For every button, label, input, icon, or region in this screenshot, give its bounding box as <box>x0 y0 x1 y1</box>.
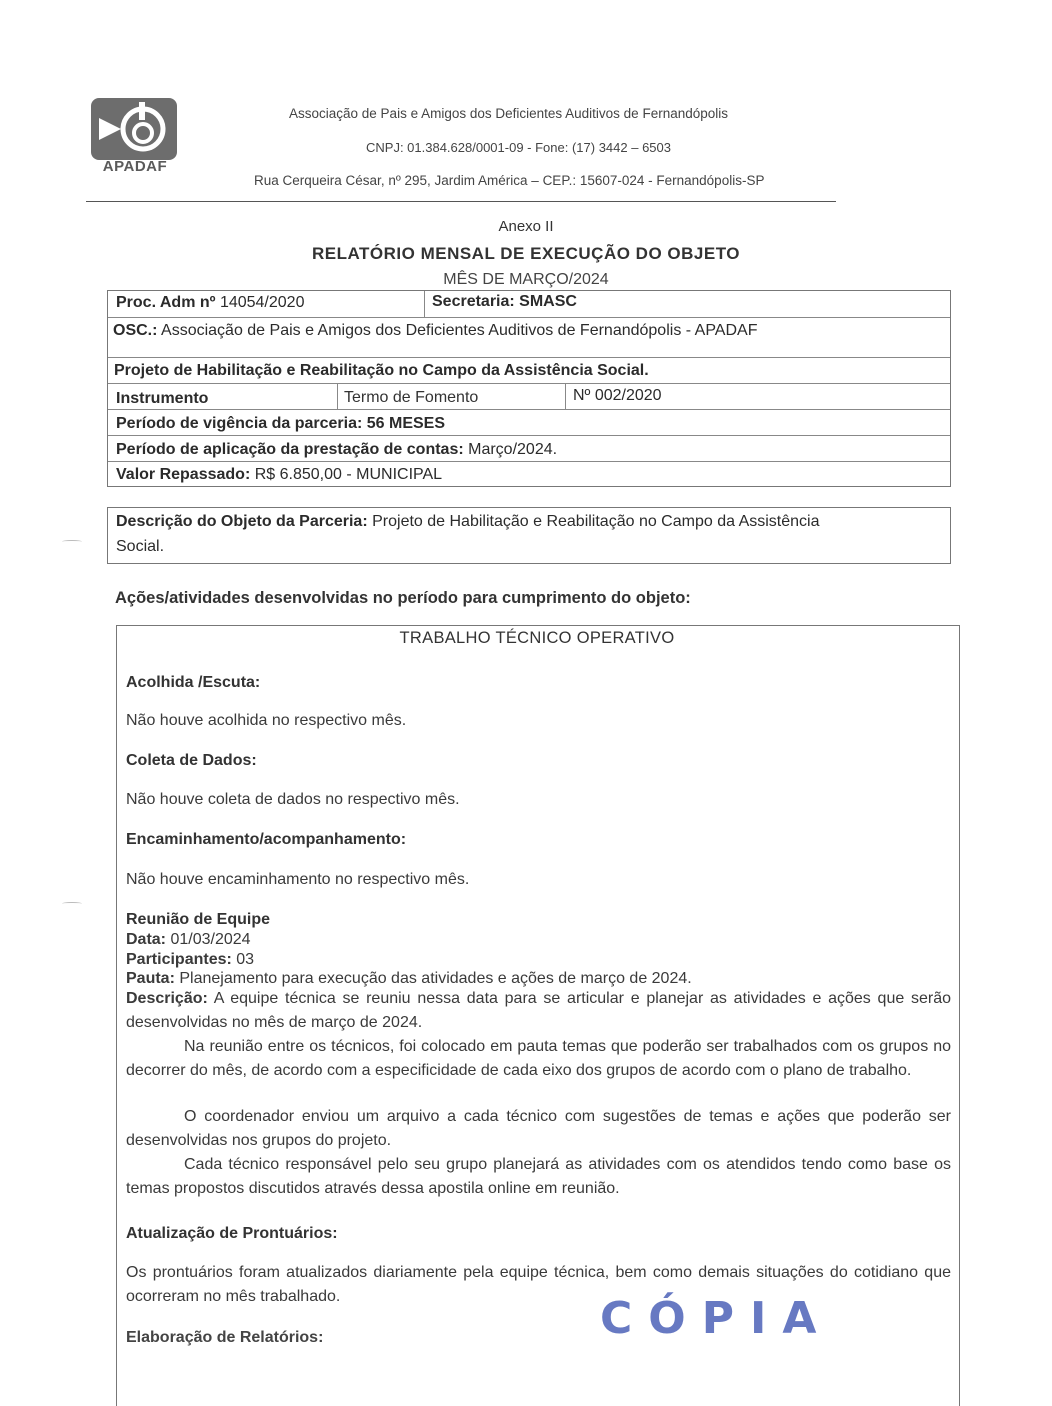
secretaria-value: SMASC <box>519 293 577 310</box>
descricao-reuniao-value: A equipe técnica se reuniu nessa data para se articular e planejar as atividades e ações que serão desenvolvidas no mês de março de 2024. <box>126 990 952 1031</box>
coleta-heading: Coleta de Dados: <box>126 752 257 769</box>
report-title: RELATÓRIO MENSAL DE EXECUÇÃO DO OBJETO <box>312 244 740 263</box>
valor-value: R$ 6.850,00 - MUNICIPAL <box>254 466 443 483</box>
margin-mark <box>62 540 82 543</box>
vigencia-value: 56 MESES <box>366 415 446 432</box>
secretaria-label: Secretaria: <box>432 293 515 310</box>
reuniao-descricao <box>126 987 951 1035</box>
table-row <box>108 357 950 384</box>
aplicacao-label: Período de aplicação da prestação de contas: <box>116 441 464 458</box>
coleta-text: Não houve coleta de dados no respectivo mês. <box>126 791 460 808</box>
acolhida-heading: Acolhida /Escuta: <box>126 674 261 691</box>
descricao-label: Descrição do Objeto da Parceria: <box>116 513 368 530</box>
logo-text: APADAF <box>102 158 168 175</box>
table-row <box>108 383 950 410</box>
elaboracao-heading-cut: Elaboração de Relatórios: <box>126 1329 324 1346</box>
table-row <box>108 317 950 358</box>
paragraph-2: O coordenador enviou um arquivo a cada técnico com sugestões de temas e ações que poderão ser desenvolvidas nos grupos do projeto. <box>126 1108 951 1149</box>
reuniao-heading: Reunião de Equipe <box>126 911 271 928</box>
table-row <box>108 409 950 436</box>
instrumento-label: Instrumento <box>116 390 209 407</box>
data-label: Data: <box>126 931 167 948</box>
osc-value: Associação de Pais e Amigos dos Deficientes Auditivos de Fernandópolis - APADAF <box>161 322 758 339</box>
descricao-line1: Projeto de Habilitação e Reabilitação no Campo da Assistência <box>372 513 820 530</box>
trabalho-title: TRABALHO TÉCNICO OPERATIVO <box>399 629 675 647</box>
prontuarios-text: Os prontuários foram atualizados diariamente pela equipe técnica, bem como demais situações do cotidiano que ocorreram no mês trabalhado. <box>126 1264 951 1305</box>
table-row <box>108 291 950 317</box>
info-table <box>107 290 951 487</box>
instrumento-value: Termo de Fomento <box>344 389 479 406</box>
prontuarios-heading: Atualização de Prontuários: <box>126 1225 338 1242</box>
reuniao-data <box>126 931 251 949</box>
participantes-label: Participantes: <box>126 951 232 968</box>
cnpj-line: CNPJ: 01.384.628/0001-09 - Fone: (17) 3442 – 6503 <box>366 140 671 155</box>
month-title: MÊS DE MARÇO/2024 <box>443 271 609 288</box>
paragraph-3: Cada técnico responsável pelo seu grupo planejará as atividades com os atendidos tendo como base os temas propostos discutidos através dessa apostila online em reunião. <box>126 1156 951 1197</box>
aplicacao-value: Março/2024. <box>468 441 558 458</box>
paragraph-1: Na reunião entre os técnicos, foi colocado em pauta temas que poderão ser trabalhados com os grupos no decorrer do mês, de acordo com a especificidade de cada eixo dos grupos de acordo com o plano de trabalho. <box>126 1038 951 1079</box>
descricao-reuniao-label: Descrição: <box>126 990 208 1007</box>
descricao-line2: Social. <box>116 538 165 555</box>
data-value: 01/03/2024 <box>170 931 251 948</box>
proc-label: Proc. Adm nº <box>116 294 216 311</box>
reuniao-pauta <box>126 970 692 988</box>
table-row <box>108 435 950 462</box>
pauta-value: Planejamento para execução das atividades e ações de março de 2024. <box>179 970 692 987</box>
acoes-title: Ações/atividades desenvolvidas no período para cumprimento do objeto: <box>115 589 691 607</box>
address-line: Rua Cerqueira César, nº 295, Jardim América – CEP.: 15607-024 - Fernandópolis-SP <box>254 173 765 188</box>
descricao-box <box>107 507 951 564</box>
reuniao-participantes <box>126 951 254 969</box>
valor-label: Valor Repassado: <box>116 466 251 483</box>
header-divider <box>86 201 836 202</box>
participantes-value: 03 <box>236 951 255 968</box>
numero-value: Nº 002/2020 <box>573 387 662 404</box>
copia-stamp: CÓPIA <box>600 1293 833 1344</box>
encaminhamento-text: Não houve encaminhamento no respectivo mês. <box>126 871 470 888</box>
acolhida-text: Não houve acolhida no respectivo mês. <box>126 712 407 729</box>
table-row <box>108 461 950 487</box>
proc-value: 14054/2020 <box>219 294 305 311</box>
ear-logo-icon <box>91 98 177 160</box>
pauta-label: Pauta: <box>126 970 175 987</box>
org-name: Associação de Pais e Amigos dos Deficientes Auditivos de Fernandópolis <box>289 106 729 121</box>
apadaf-logo <box>91 98 177 160</box>
projeto-name: Projeto de Habilitação e Reabilitação no Campo da Assistência Social. <box>114 362 649 379</box>
margin-mark <box>62 902 82 905</box>
osc-label: OSC.: <box>113 322 158 339</box>
annex-title: Anexo II <box>498 218 554 235</box>
vigencia-label: Período de vigência da parceria: <box>116 415 363 432</box>
encaminhamento-heading: Encaminhamento/acompanhamento: <box>126 831 407 848</box>
